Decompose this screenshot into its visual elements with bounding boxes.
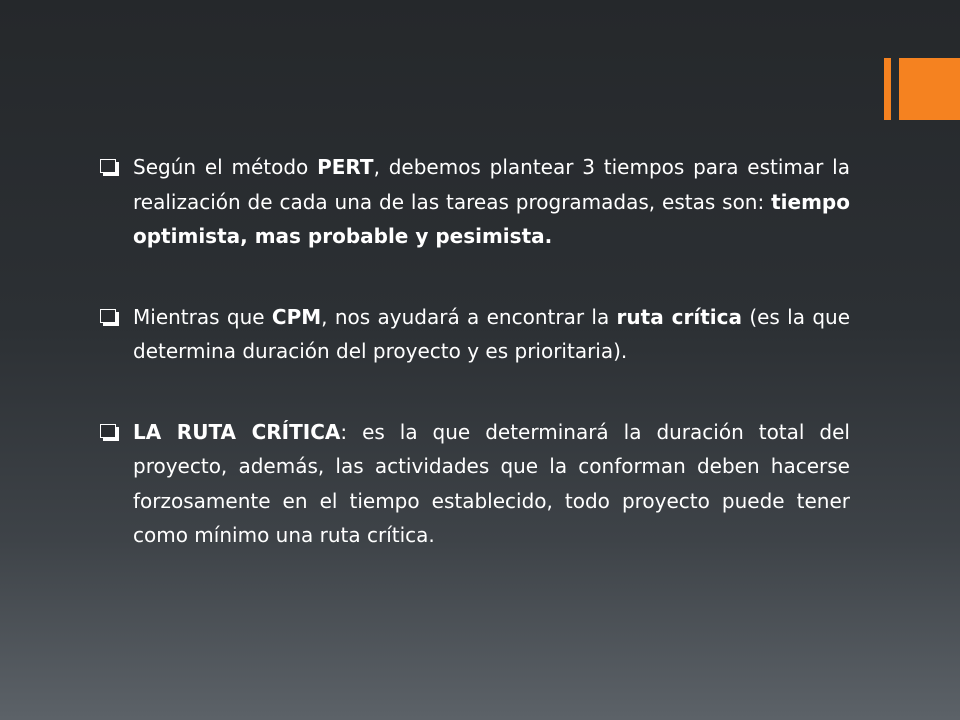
bullet-text: Según el método PERT, debemos plantear 3 tiempos para estimar la realización de cada una de las tareas programadas, estas son: tiempo optimista, mas probable y pesimista.	[133, 155, 850, 248]
square-bullet-icon	[100, 309, 119, 326]
accent-bar-thin	[884, 58, 891, 120]
bullet-list	[100, 150, 850, 599]
square-bullet-icon	[100, 159, 119, 176]
accent-bar-block	[899, 58, 960, 120]
square-bullet-icon	[100, 424, 119, 441]
bullet-item-ruta-critica	[100, 415, 850, 553]
bullet-text: Mientras que CPM, nos ayudará a encontrar la ruta crítica (es la que determina duración del proyecto y es prioritaria).	[133, 304, 851, 363]
bullet-item-pert	[100, 150, 850, 254]
bullet-item-cpm	[100, 300, 850, 369]
bullet-text: LA RUTA CRÍTICA: es la que determinará la duración total del proyecto, además, las actividades que la conforman deben hacerse forzosamente en el tiempo establecido, todo proyecto puede tener como mínimo una ruta crítica.	[133, 419, 850, 547]
